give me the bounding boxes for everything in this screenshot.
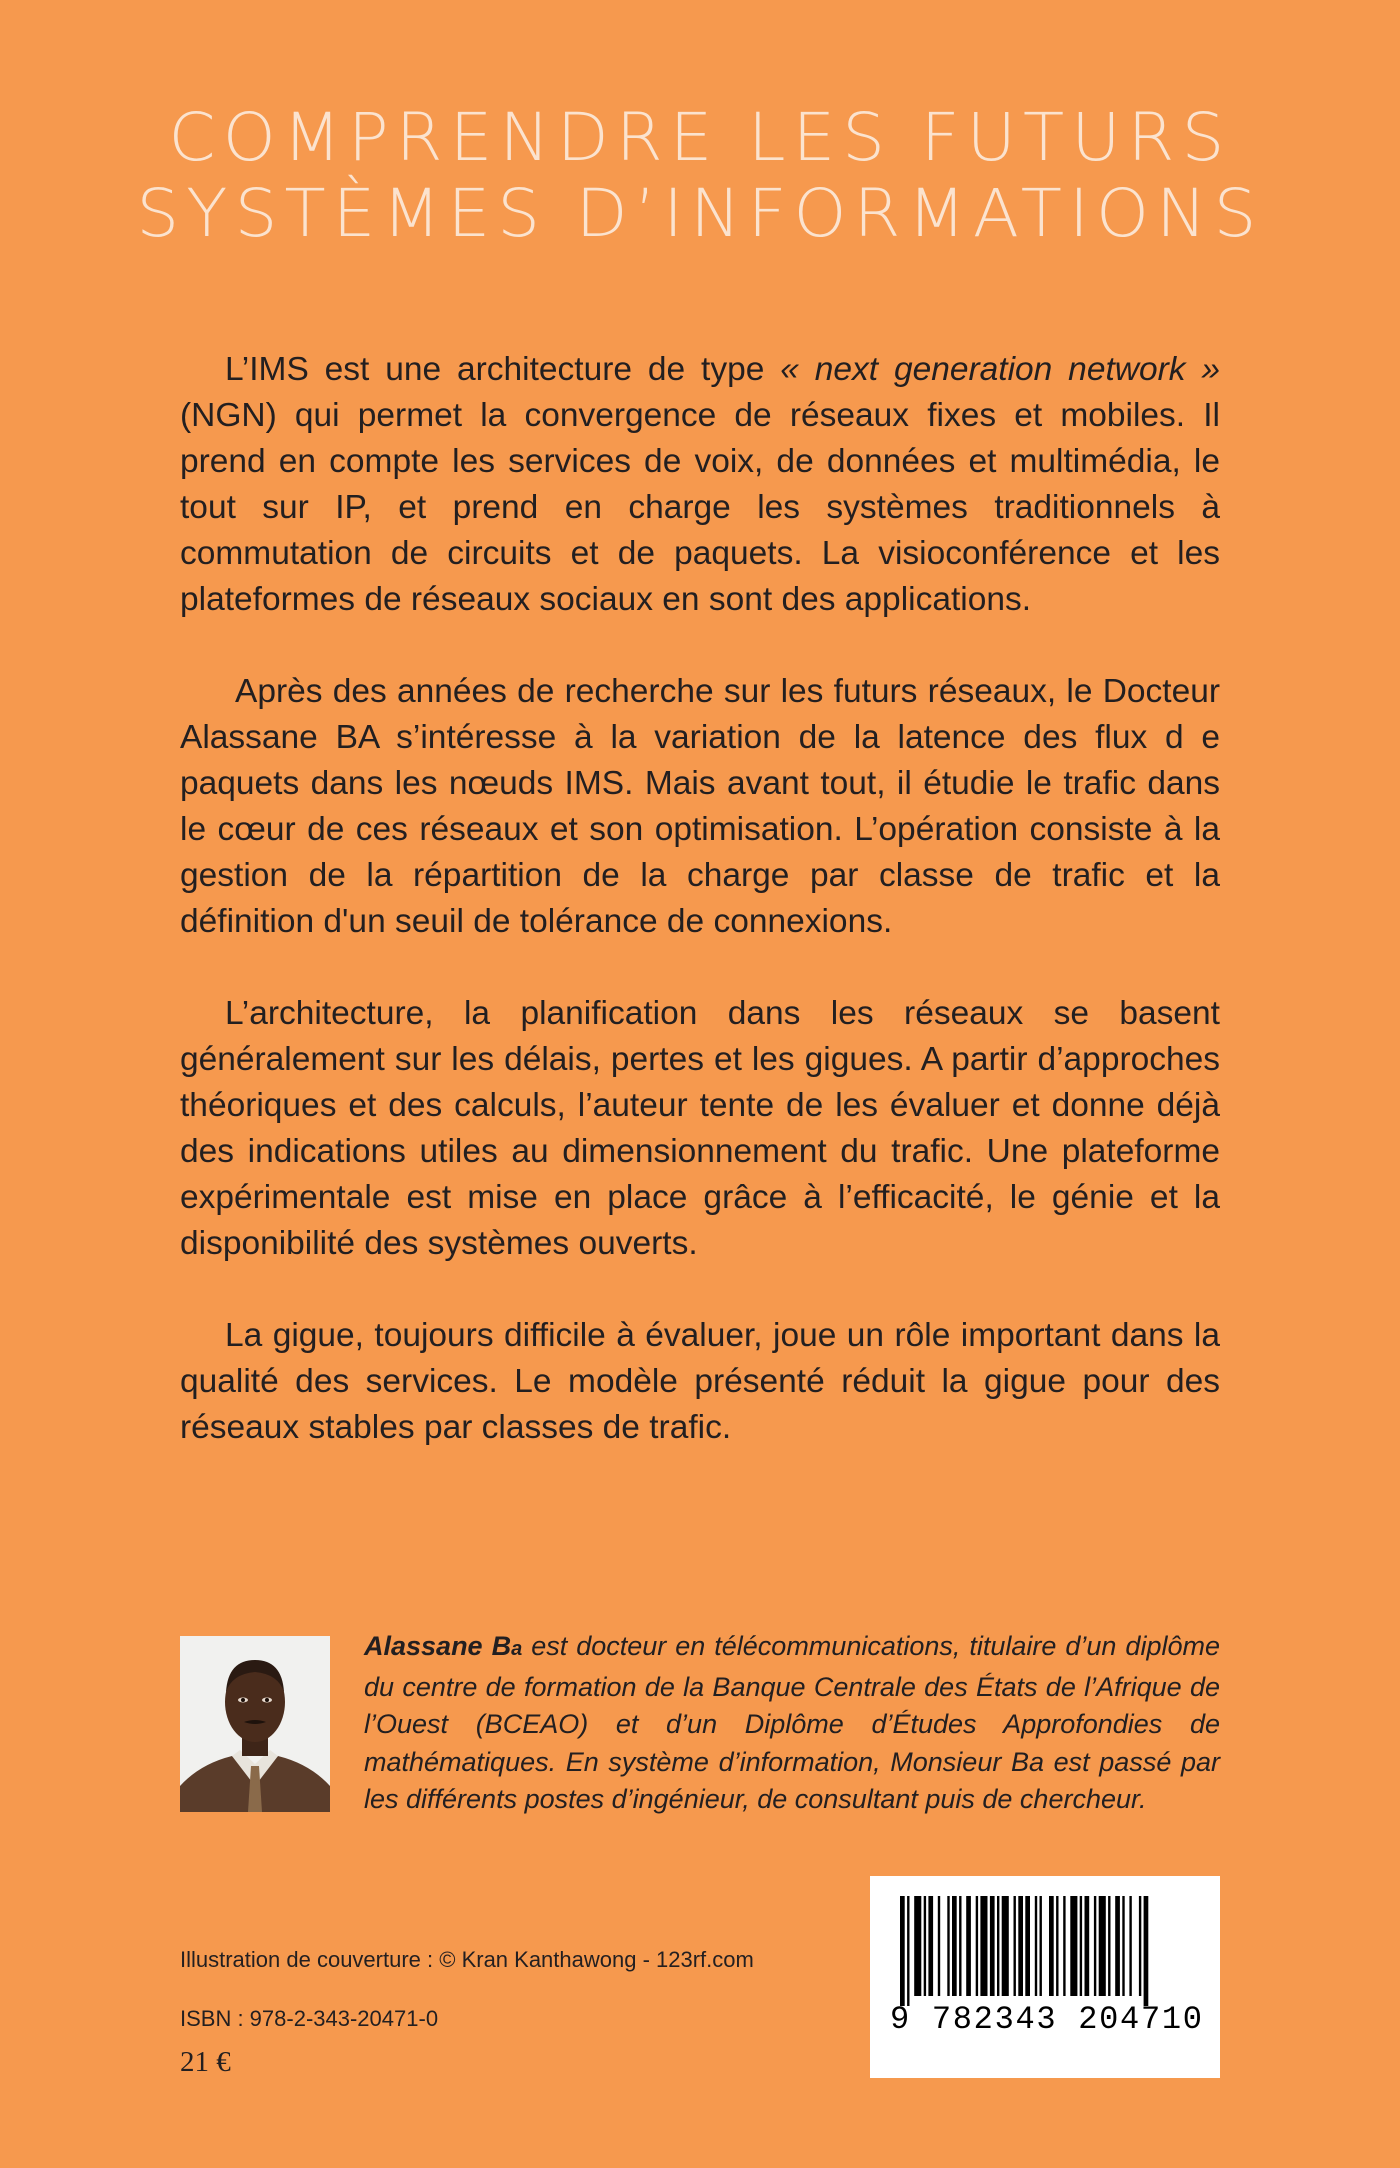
barcode-bar: [914, 1896, 921, 1996]
barcode-bar: [1144, 1896, 1149, 2006]
barcode-bar: [947, 1896, 949, 1996]
barcode-bar: [900, 1896, 905, 2006]
author-photo: [180, 1636, 330, 1812]
author-portrait-icon: [180, 1636, 330, 1812]
cover-title: [0, 100, 1400, 252]
author-bio-text: est docteur en télécommunications, titulaire d’un diplôme du centre de formation de la Banque Centrale des États de l’Afrique de l’Ouest (BCEAO) et d’un Diplôme d’Études Approfondies de mathématiques. En système d’information, Monsieur Ba est passé par les différents postes d’ingénieur, de consultant puis de chercheur.: [364, 1631, 1220, 1814]
title-line-1: COMPRENDRE LES FUTURS: [168, 99, 1232, 176]
barcode-bar: [1129, 1896, 1131, 1996]
barcode-bar: [1014, 1896, 1016, 1996]
barcode-bar: [1040, 1896, 1042, 1996]
barcode-bar: [1094, 1896, 1096, 1996]
barcode: [870, 1876, 1220, 2078]
author-first-name: Alassane: [364, 1631, 483, 1661]
barcode-bar: [997, 1896, 999, 1996]
paragraph-3: L’architecture, la planification dans les réseaux se basent généralement sur les délais, pertes et les gigues. A partir d’approches théoriques et des calculs, l’auteur tente de les évaluer et donne déjà des indications utiles au dimensionnement du trafic. Une plateforme expérimentale est mise en place grâce à l’efficacité, le génie et la disponibilité des systèmes ouverts.: [180, 995, 1220, 1262]
barcode-bar: [990, 1896, 995, 1996]
barcode-bar: [1056, 1896, 1058, 1996]
paragraph-1-rest: (NGN) qui permet la convergence de réseaux fixes et mobiles. Il prend en compte les services de voix, de données et multimédia, le tout sur IP, et prend en charge les systèmes traditionnels à commutation de circuits et de paquets. La visioconférence et les plateformes de réseaux sociaux en sont des applications.: [180, 397, 1220, 618]
back-cover-text: [180, 347, 1220, 1497]
barcode-bar: [1085, 1896, 1090, 1996]
barcode-bar: [966, 1896, 971, 1996]
barcode-bar: [1108, 1896, 1110, 1996]
barcode-bar: [1063, 1896, 1065, 1996]
paragraph-1-italic: « next generation network »: [780, 351, 1220, 388]
barcode-bar: [924, 1896, 926, 1996]
barcode-bar: [976, 1896, 978, 1996]
author-last-name-rest: a: [511, 1638, 523, 1660]
price: 21 €: [180, 2046, 231, 2078]
author-last-name-initial: B: [491, 1631, 512, 1661]
barcode-bar: [1070, 1896, 1077, 1996]
barcode-bar: [959, 1896, 961, 1996]
barcode-bar: [1115, 1896, 1120, 1996]
barcode-bar: [980, 1896, 987, 1996]
barcode-bar: [952, 1896, 957, 1996]
paragraph-2: Après des années de recherche sur les futurs réseaux, le Docteur Alassane BA s’intéresse à la variation de la latence des flux d e paquets dans les nœuds IMS. Mais avant tout, il étudie le trafic dans le cœur de ces réseaux et son optimisation. L’opération consiste à la gestion de la répartition de la charge par classe de trafic et la définition d'un seuil de tolérance de connexions.: [180, 673, 1220, 940]
barcode-bar: [928, 1896, 933, 1996]
paragraph-4: La gigue, toujours difficile à évaluer, joue un rôle important dans la qualité des services. Le modèle présenté réduit la gigue pour des réseaux stables par classes de trafic.: [180, 1317, 1220, 1446]
barcode-bar: [1122, 1896, 1124, 1996]
barcode-bar: [1099, 1896, 1106, 1996]
barcode-bar: [1025, 1896, 1030, 1996]
barcode-digits: 9 782343 204710: [890, 2001, 1202, 2038]
barcode-bar: [1049, 1896, 1054, 1996]
barcode-bar: [1018, 1896, 1023, 1996]
paragraph-1: [180, 347, 1220, 623]
barcode-bar: [1139, 1896, 1141, 1996]
barcode-bar: [1035, 1896, 1037, 1996]
barcode-icon: [870, 1876, 1220, 2078]
barcode-bar: [1002, 1896, 1009, 1996]
barcode-bar: [1080, 1896, 1082, 1996]
paragraph-1-start: L’IMS est une architecture de type: [225, 351, 781, 388]
barcode-bar: [938, 1896, 940, 1996]
author-bio: [364, 1628, 1220, 1819]
title-line-2: SYSTÈMES D’INFORMATIONS: [136, 175, 1264, 252]
barcode-bar: [907, 1896, 909, 2006]
cover-illustration-credit: Illustration de couverture : © Kran Kanthawong - 123rf.com: [180, 1947, 754, 1972]
isbn: ISBN : 978-2-343-20471-0: [180, 2006, 439, 2031]
barcode-bars: [900, 1896, 1148, 2006]
